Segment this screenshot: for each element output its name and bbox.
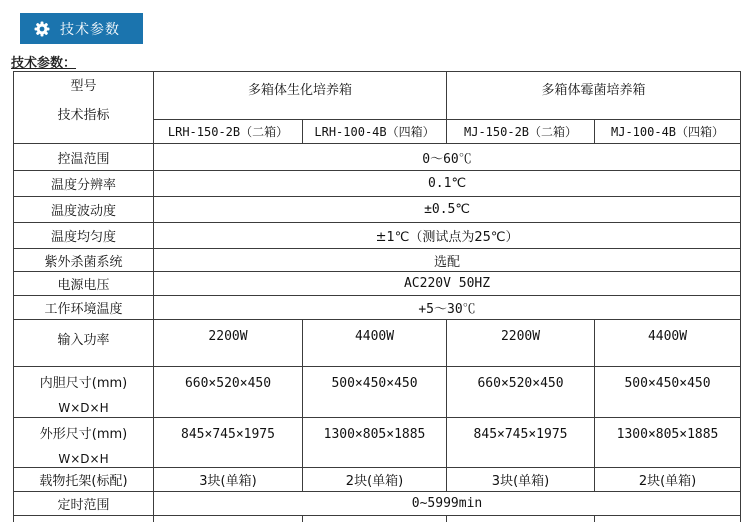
row-value-empty	[303, 516, 447, 522]
row-label-line2: W×D×H	[58, 401, 109, 415]
row-label: 控温范围	[14, 144, 154, 171]
row-value: ±0.5℃	[154, 197, 741, 223]
row-label-empty	[14, 516, 154, 522]
table-row-uv-sterilization	[14, 249, 741, 272]
row-value: 4400W	[595, 320, 741, 367]
row-value: 845×745×1975	[447, 418, 595, 468]
row-value: 2块(单箱)	[303, 468, 447, 492]
table-row-temp-resolution	[14, 171, 741, 197]
row-value: 3块(单箱)	[447, 468, 595, 492]
row-label-line1: 内胆尺寸(mm)	[39, 376, 128, 391]
row-value: 500×450×450	[595, 367, 741, 418]
row-value: 845×745×1975	[154, 418, 303, 468]
row-label: 温度波动度	[14, 197, 154, 223]
table-row-temp-fluctuation	[14, 197, 741, 223]
table-group-header-row	[14, 72, 741, 120]
table-row-clipped	[14, 516, 741, 522]
table-row-inner-dimensions	[14, 367, 741, 418]
row-value-empty	[154, 516, 303, 522]
group-header-mold: 多箱体霉菌培养箱	[447, 72, 741, 120]
row-value: AC220V 50HZ	[154, 272, 741, 296]
row-label-line2: W×D×H	[58, 452, 109, 466]
table-row-shelves	[14, 468, 741, 492]
row-label: 温度均匀度	[14, 223, 154, 249]
row-value: 500×450×450	[303, 367, 447, 418]
row-value: 2200W	[154, 320, 303, 367]
table-row-temp-uniformity	[14, 223, 741, 249]
row-label: 定时范围	[14, 492, 154, 516]
row-value-empty	[447, 516, 595, 522]
row-value: 4400W	[303, 320, 447, 367]
row-value: 1300×805×1885	[303, 418, 447, 468]
row-value: 0~5999min	[154, 492, 741, 516]
gear-icon	[33, 20, 51, 38]
model-header-lrh-100-4b: LRH-100-4B（四箱）	[303, 120, 447, 144]
corner-cell	[14, 72, 154, 144]
spec-table	[13, 71, 741, 522]
row-label	[14, 367, 154, 418]
row-label: 电源电压	[14, 272, 154, 296]
model-header-mj-100-4b: MJ-100-4B（四箱）	[595, 120, 741, 144]
model-header-mj-150-2b: MJ-150-2B（二箱）	[447, 120, 595, 144]
row-value: ±1℃（测试点为25℃）	[154, 223, 741, 249]
table-row-timer-range	[14, 492, 741, 516]
row-value: 0～60℃	[154, 144, 741, 171]
row-value: 660×520×450	[154, 367, 303, 418]
table-row-temp-range	[14, 144, 741, 171]
group-header-biochemical: 多箱体生化培养箱	[154, 72, 447, 120]
table-row-ambient-temp	[14, 296, 741, 320]
section-header-label: 技术参数	[60, 21, 120, 38]
row-value: 2200W	[447, 320, 595, 367]
row-value: 660×520×450	[447, 367, 595, 418]
model-header-lrh-150-2b: LRH-150-2B（二箱）	[154, 120, 303, 144]
row-label-line1: 外形尺寸(mm)	[39, 427, 128, 442]
section-header-badge	[20, 13, 143, 44]
corner-spec-label: 技术指标	[57, 108, 110, 123]
row-label: 工作环境温度	[14, 296, 154, 320]
row-value: 0.1℃	[154, 171, 741, 197]
row-label	[14, 418, 154, 468]
row-label: 温度分辨率	[14, 171, 154, 197]
row-value: 2块(单箱)	[595, 468, 741, 492]
row-value: 选配	[154, 249, 741, 272]
table-row-power-voltage	[14, 272, 741, 296]
row-label: 紫外杀菌系统	[14, 249, 154, 272]
row-value: 1300×805×1885	[595, 418, 741, 468]
row-value: +5～30℃	[154, 296, 741, 320]
table-row-input-power	[14, 320, 741, 367]
row-label: 输入功率	[14, 320, 154, 367]
row-label: 载物托架(标配)	[14, 468, 154, 492]
table-row-outer-dimensions	[14, 418, 741, 468]
corner-model-label: 型号	[70, 79, 97, 94]
section-label: 技术参数：	[11, 56, 77, 71]
row-value: 3块(单箱)	[154, 468, 303, 492]
row-value-empty	[595, 516, 741, 522]
